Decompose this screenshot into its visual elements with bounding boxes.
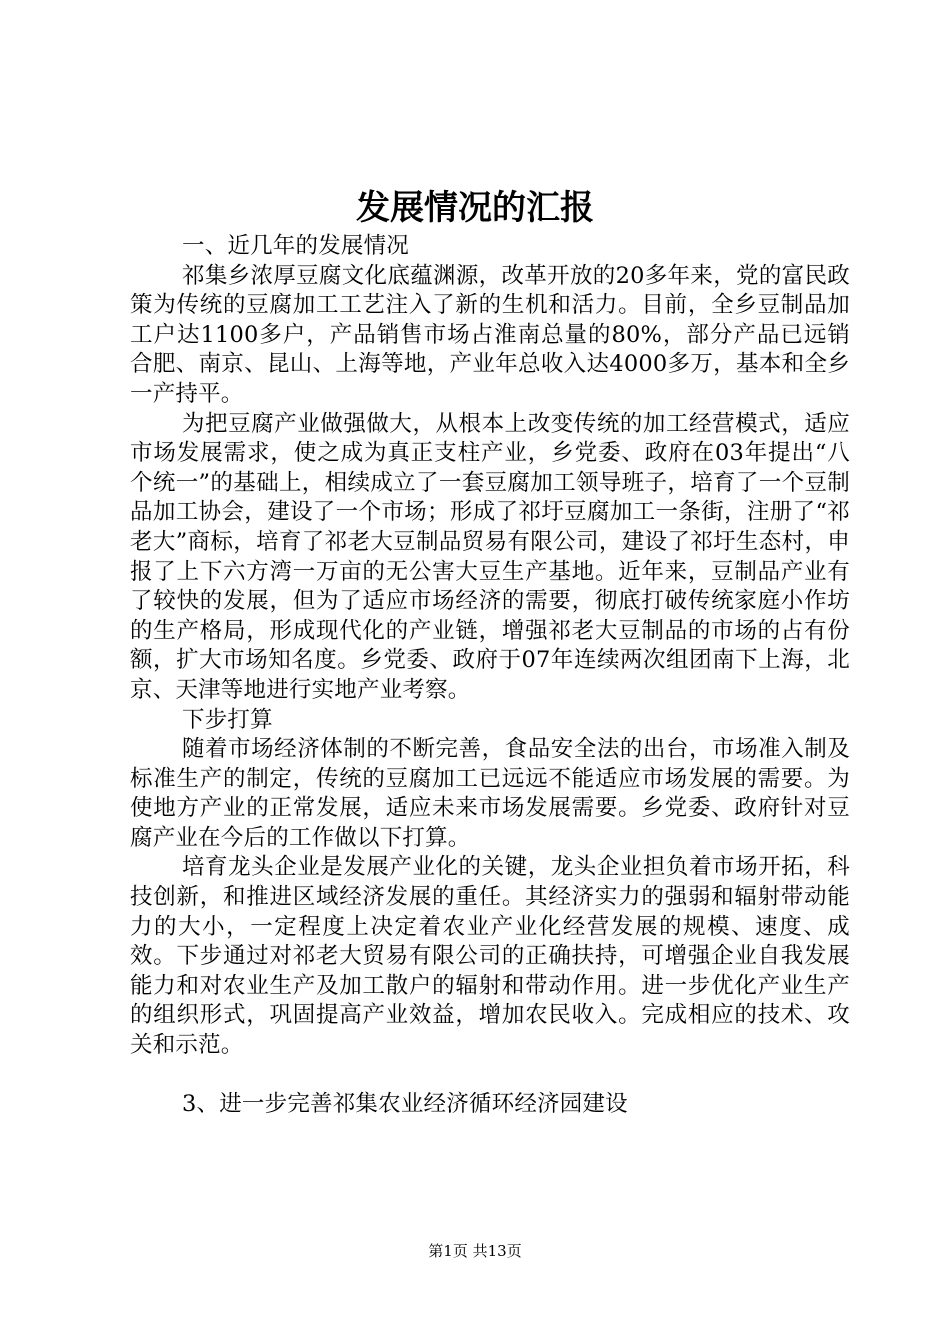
document-title: 发展情况的汇报 [356,188,594,228]
document-body [130,232,850,1119]
section-heading: 一、近几年的发展情况 [182,233,410,259]
body-paragraph: 祁集乡浓厚豆腐文化底蕴渊源，改革开放的20多年来，党的富民政策为传统的豆腐加工工艺注入了新的生机和活力。目前，全乡豆制品加工户达1100多户，产品销售市场占淮南总量的80%，部分产品已远销合肥、南京、昆山、上海等地，产业年总收入达4000多万，基本和全乡一产持平。 [130,262,850,407]
body-paragraph: 为把豆腐产业做强做大，从根本上改变传统的加工经营模式，适应市场发展需求，使之成为真正支柱产业，乡党委、政府在03年提出“八个统一”的基础上，相续成立了一套豆腐加工领导班子，培育了一个豆制品加工协会，建设了一个市场；形成了祁圩豆腐加工一条街，注册了“祁老大”商标，培育了祁老大豆制品贸易有限公司，建设了祁圩生态村，申报了上下六方湾一万亩的无公害大豆生产基地。近年来，豆制品产业有了较快的发展，但为了适应市场经济的需要，彻底打破传统家庭小作坊的生产格局，形成现代化的产业链，增强祁老大豆制品的市场的占有份额，扩大市场知名度。乡党委、政府于07年连续两次组团南下上海，北京、天津等地进行实地产业考察。 [130,410,850,703]
section-heading: 3、进一步完善祁集农业经济循环经济园建设 [182,1090,628,1117]
body-paragraph: 随着市场经济体制的不断完善，食品安全法的出台，市场准入制及标准生产的制定，传统的豆腐加工已远远不能适应市场发展的需要。为使地方产业的正常发展，适应未来市场发展需要。乡党委、政府针对豆腐产业在今后的工作做以下打算。 [130,736,850,851]
page-number: 第1页 共13页 [428,1242,522,1260]
body-paragraph: 培育龙头企业是发展产业化的关键，龙头企业担负着市场开拓，科技创新，和推进区域经济发展的重任。其经济实力的强弱和辐射带动能力的大小，一定程度上决定着农业产业化经营发展的规模、速度、成效。下步通过对祁老大贸易有限公司的正确扶持，可增强企业自我发展能力和对农业生产及加工散户的辐射和带动作用。进一步优化产业生产的组织形式，巩固提高产业效益，增加农民收入。完成相应的技术、攻关和示范。 [130,854,850,1059]
section-heading: 下步打算 [182,706,273,733]
